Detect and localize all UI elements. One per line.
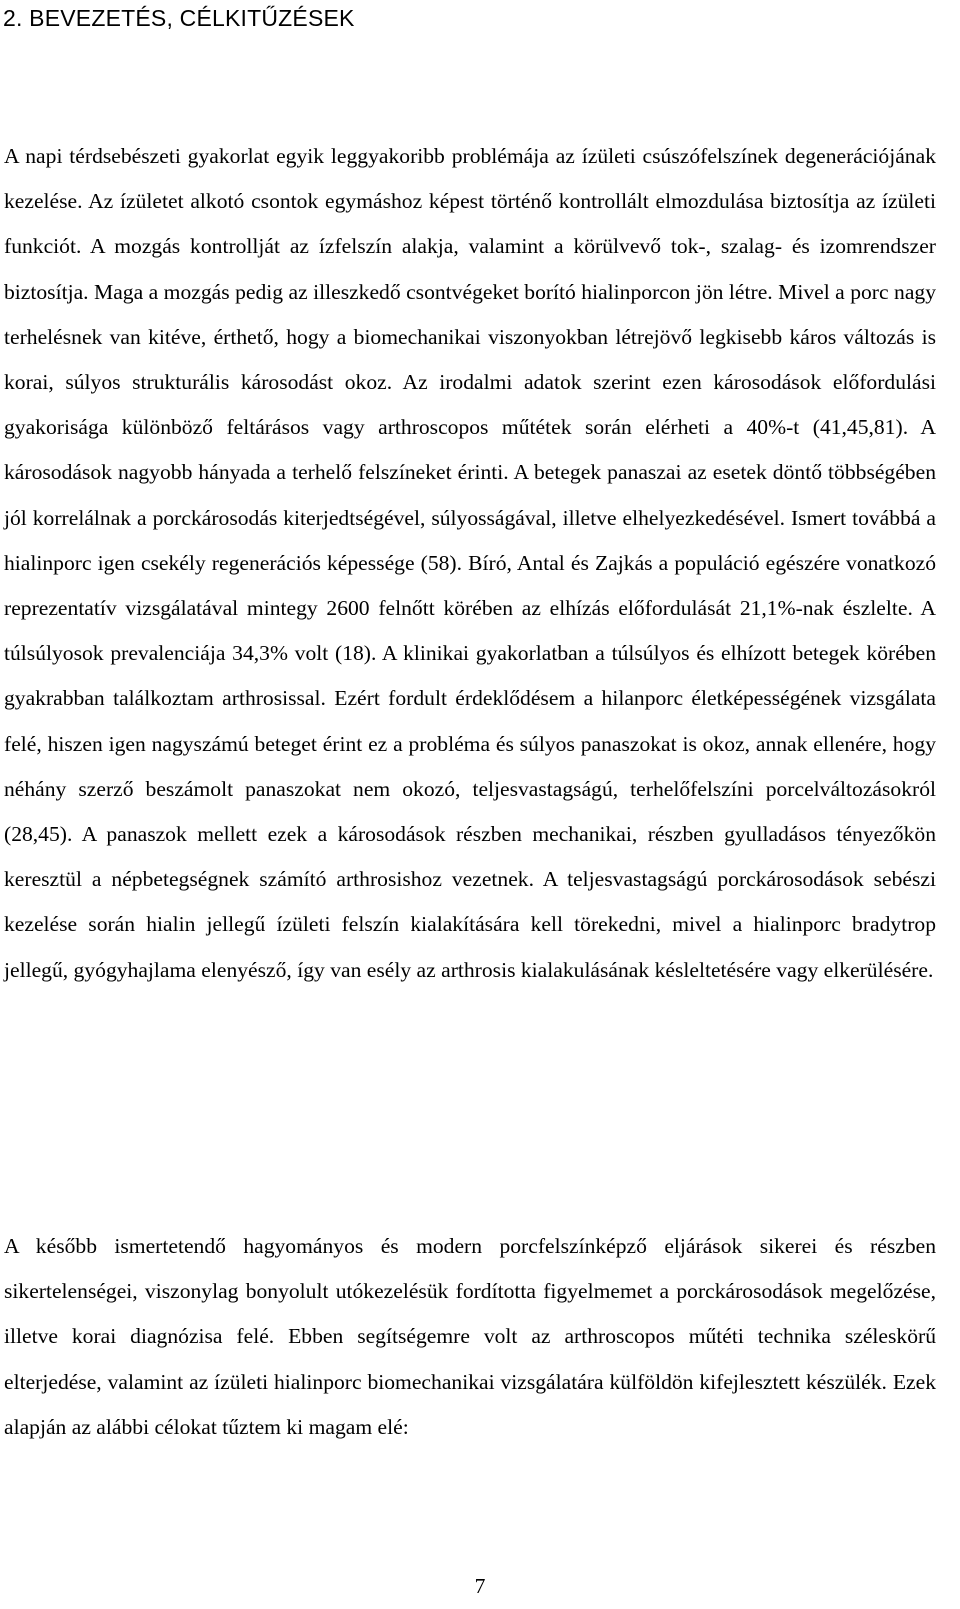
section-heading: 2. BEVEZETÉS, CÉLKITŰZÉSEK	[3, 5, 355, 31]
page-number: 7	[474, 1574, 486, 1598]
paragraph-objectives: A később ismertetendő hagyományos és modern porcfelszínképző eljárások sikerei és részben sikertelenségei, viszonylag bonyolult utókezelésük fordította figyelmemet a porckárosodások megelőzése, illetve korai diagnózisa felé. Ebben segítségemre volt az arthroscopos műtéti technika széleskörű elterjedése, valamint az ízületi hialinporc biomechanikai vizsgálatára külföldön kifejlesztett készülék. Ezek alapján az alábbi célokat tűztem ki magam elé:	[4, 1234, 936, 1439]
paragraph-introduction: A napi térdsebészeti gyakorlat egyik leggyakoribb problémája az ízületi csúszófelszínek degenerációjának kezelése. Az ízületet alkotó csontok egymáshoz képest történő kontrollált elmozdulása biztosítja az ízületi funkciót. A mozgás kontrollját az ízfelszín alakja, valamint a körülvevő tok-, szalag- és izomrendszer biztosítja. Maga a mozgás pedig az illeszkedő csontvégeket borító hialinporcon jön létre. Mivel a porc nagy terhelésnek van kitéve, érthető, hogy a biomechanikai viszonyokban létrejövő legkisebb káros változás is korai, súlyos strukturális károsodást okoz. Az irodalmi adatok szerint ezen károsodások előfordulási gyakorisága különböző feltárásos vagy arthroscopos műtétek során elérheti a 40%-t (41,45,81). A károsodások nagyobb hányada a terhelő felszíneket érinti. A betegek panaszai az esetek döntő többségében jól korrelálnak a porckárosodás kiterjedtségével, súlyosságával, illetve elhelyezkedésével. Ismert továbbá a hialinporc igen csekély regenerációs képessége (58). Bíró, Antal és Zajkás a populáció egészére vonatkozó reprezentatív vizsgálatával mintegy 2600 felnőtt körében az elhízás előfordulását 21,1%-nak észlelte. A túlsúlyosok prevalenciája 34,3% volt (18). A klinikai gyakorlatban a túlsúlyos és elhízott betegek körében gyakrabban találkoztam arthrosissal. Ezért fordult érdeklődésem a hilanporc életképességének vizsgálata felé, hiszen igen nagyszámú beteget érint ez a probléma és súlyos panaszokat is okoz, annak ellenére, hogy néhány szerző beszámolt panaszokat nem okozó, teljesvastagságú, terhelőfelszíni porcelváltozásokról (28,45). A panaszok mellett ezek a károsodások részben mechanikai, részben gyulladásos tényezőkön keresztül a népbetegségnek számító arthrosishoz vezetnek. A teljesvastagságú porckárosodások sebészi kezelése során hialin jellegű ízületi felszín kialakítására kell törekedni, mivel a hialinporc bradytrop jellegű, gyógyhajlama elenyésző, így van esély az arthrosis kialakulásának késleltetésére vagy elkerülésére.	[4, 144, 936, 982]
